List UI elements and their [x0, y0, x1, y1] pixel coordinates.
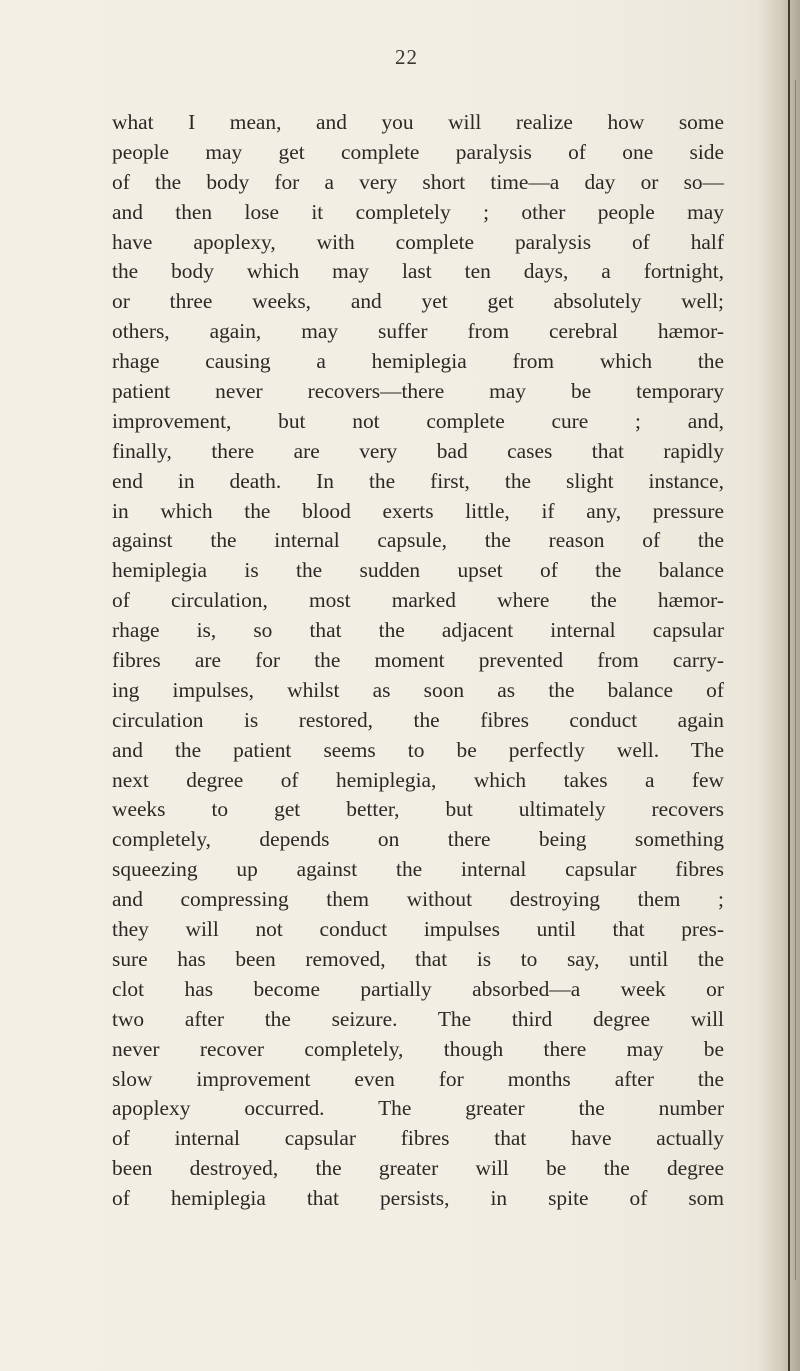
text-line: finally, there are very bad cases that rapidly — [112, 438, 724, 463]
text-line: ing impulses, whilst as soon as the balance of — [112, 677, 724, 702]
page-number: 22 — [395, 45, 418, 69]
body-text — [112, 108, 724, 1214]
text-line: hemiplegia is the sudden upset of the balance — [112, 558, 724, 583]
text-line: and the patient seems to be perfectly well. The — [112, 737, 724, 762]
text-line: circulation is restored, the fibres conduct again — [112, 707, 724, 732]
text-line: slow improvement even for months after the — [112, 1066, 724, 1091]
text-line: rhage causing a hemiplegia from which the — [112, 349, 724, 374]
text-line: they will not conduct impulses until that pres- — [112, 917, 724, 942]
text-line: people may get complete paralysis of one side — [112, 139, 724, 164]
text-line: patient never recovers—there may be temporary — [112, 379, 724, 404]
text-line: of hemiplegia that persists, in spite of som — [112, 1186, 724, 1211]
text-line: in which the blood exerts little, if any, pressure — [112, 498, 724, 523]
text-line: weeks to get better, but ultimately recovers — [112, 797, 724, 822]
text-line: what I mean, and you will realize how some — [112, 110, 724, 134]
page-edge-line — [788, 0, 790, 1371]
page-edge-shadow — [758, 0, 800, 1371]
text-line: completely, depends on there being something — [112, 827, 724, 852]
text-line: of circulation, most marked where the hæmor- — [112, 588, 724, 613]
text-line: against the internal capsule, the reason of the — [112, 528, 724, 553]
text-line: improvement, but not complete cure ; and, — [112, 408, 724, 433]
text-line: two after the seizure. The third degree will — [112, 1006, 724, 1031]
text-line: never recover completely, though there may be — [112, 1036, 724, 1061]
text-line: next degree of hemiplegia, which takes a few — [112, 767, 724, 792]
text-line: the body which may last ten days, a fortnight, — [112, 259, 724, 284]
text-line: rhage is, so that the adjacent internal capsular — [112, 618, 724, 643]
text-line: end in death. In the first, the slight instance, — [112, 468, 724, 493]
text-line: apoplexy occurred. The greater the number — [112, 1096, 724, 1121]
text-line: of internal capsular fibres that have actually — [112, 1126, 724, 1151]
text-line: have apoplexy, with complete paralysis of half — [112, 229, 724, 254]
page-edge-line-secondary — [795, 80, 796, 1280]
text-line: of the body for a very short time—a day or so— — [112, 169, 724, 194]
text-line: squeezing up against the internal capsular fibres — [112, 857, 724, 882]
text-line: and then lose it completely ; other people may — [112, 199, 724, 224]
text-line: or three weeks, and yet get absolutely well; — [112, 289, 724, 314]
text-line: and compressing them without destroying them ; — [112, 887, 724, 912]
text-line: been destroyed, the greater will be the degree — [112, 1156, 724, 1181]
text-line: sure has been removed, that is to say, until the — [112, 946, 724, 971]
text-line: fibres are for the moment prevented from carry- — [112, 648, 724, 673]
text-line: clot has become partially absorbed—a week or — [112, 976, 724, 1001]
text-line: others, again, may suffer from cerebral hæmor- — [112, 319, 724, 344]
